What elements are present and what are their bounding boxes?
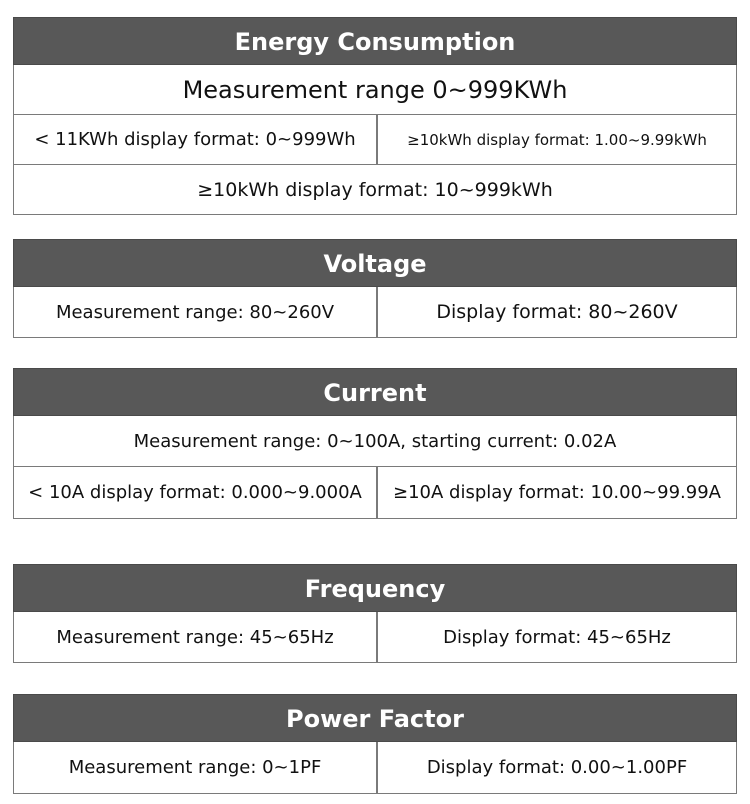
energy-format-row [13,115,737,165]
frequency-range: Measurement range: 45~65Hz [56,626,334,648]
frequency-format: Display format: 45~65Hz [376,612,736,662]
frequency-header: Frequency [13,564,737,612]
voltage-row [13,287,737,338]
current-format-high: ≥10A display format: 10.00~99.99A [376,467,736,518]
voltage-format: Display format: 80~260V [376,287,736,337]
power-factor-range: Measurement range: 0~1PF [68,757,322,778]
energy-header: Energy Consumption [13,17,737,65]
energy-format-high: ≥10kWh display format: 10~999kWh [197,178,553,201]
current-format-row [13,467,737,519]
power-factor-row [13,742,737,794]
energy-format-high-row [13,165,737,215]
frequency-section [13,564,737,663]
current-header: Current [13,368,737,416]
energy-range: Measurement range 0~999KWh [182,75,568,104]
current-range: Measurement range: 0~100A, starting current: 0.02A [133,430,617,452]
power-factor-section [13,694,737,794]
energy-format-mid: ≥10kWh display format: 1.00~9.99kWh [376,115,736,164]
power-factor-header: Power Factor [13,694,737,742]
frequency-row [13,612,737,663]
current-format-low: < 10A display format: 0.000~9.000A [28,482,362,503]
current-range-row [13,416,737,467]
current-section [13,368,737,519]
energy-format-low: < 11KWh display format: 0~999Wh [34,129,356,150]
energy-range-row [13,65,737,115]
voltage-header: Voltage [13,239,737,287]
voltage-section [13,239,737,338]
voltage-range: Measurement range: 80~260V [55,301,335,323]
energy-section [13,17,737,215]
power-factor-format: Display format: 0.00~1.00PF [376,742,736,793]
